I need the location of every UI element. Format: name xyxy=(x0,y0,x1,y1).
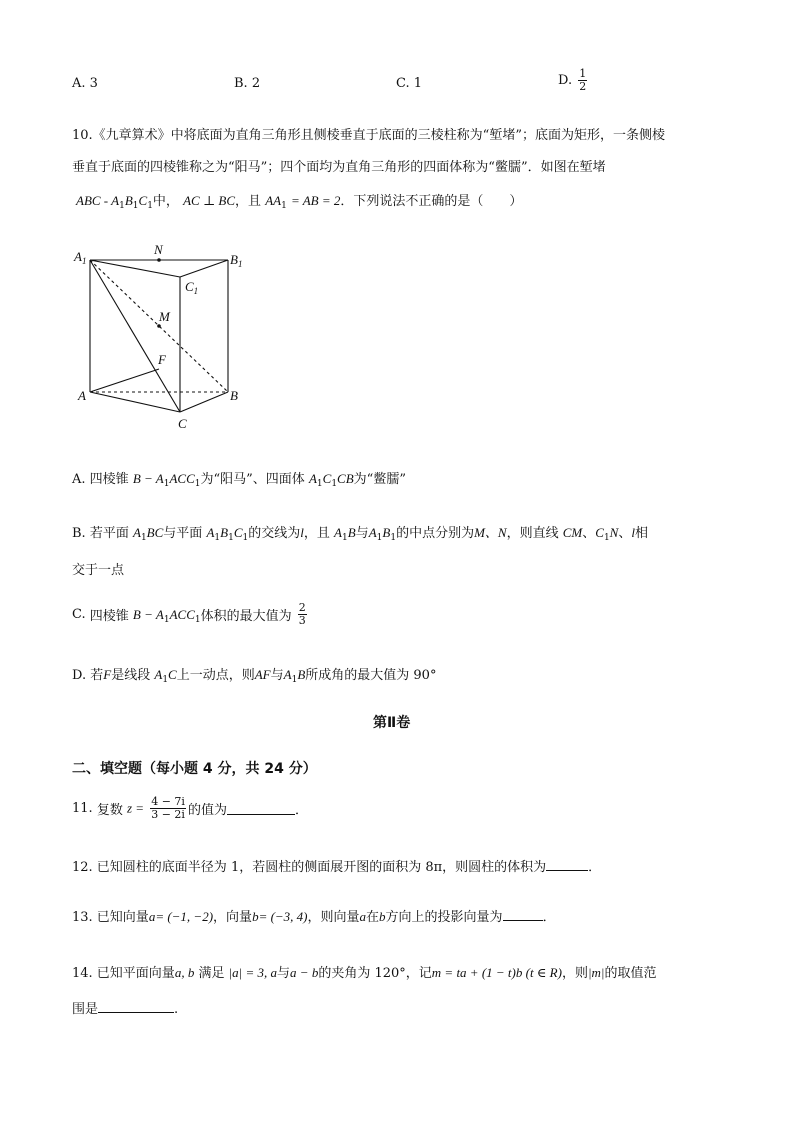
q9-option-a: A. 3 xyxy=(72,76,98,91)
q14: 14. 已知平面向量a, b 满足 |a| = 3, a与a − b的夹角为 120°，记m = ta + (1 − t)b (t ∈ R)，则|m|的取值范 xyxy=(72,965,657,981)
label-c1: $C_1$ xyxy=(185,279,199,296)
q14-answer-blank[interactable] xyxy=(98,1000,174,1013)
label-f: F xyxy=(158,352,166,367)
label-a1: $A_1$ xyxy=(74,249,87,266)
q10-option-d: D. 若F是线段 $A_1C$上一动点，则AF与$A_1B$所成角的最大值为 90° xyxy=(72,667,437,685)
label-n: N xyxy=(154,242,163,257)
label-b: B xyxy=(230,388,238,403)
edge-a-c xyxy=(90,392,180,412)
part-title: 第Ⅱ卷 xyxy=(373,715,411,731)
q9-option-d: D. $\frac{1}{2}$ xyxy=(558,67,587,93)
label-c: C xyxy=(178,416,187,431)
q13: 13. 已知向量a= (−1, −2)，向量b= (−3, 4)，则向量a在b方向上的投影向量为 ． xyxy=(72,909,556,925)
q13-answer-blank[interactable] xyxy=(503,908,543,921)
q10-option-b-line2: 交于一点 xyxy=(72,563,125,578)
q9-option-c: C. 1 xyxy=(396,76,423,91)
edge-a1-c1 xyxy=(90,260,180,277)
q10-stem-line1: 10.《九章算术》中将底面为直角三角形且侧棱垂直于底面的三棱柱称为“堑堵”；底面为矩形，一条侧棱 xyxy=(72,128,665,143)
label-a: A xyxy=(78,388,86,403)
q10-option-c: C. 四棱锥 $B - A_1ACC_1$体积的最大值为 $\frac{2}{3}$ xyxy=(72,601,306,627)
section-heading: 二、填空题（每小题 4 分，共 24 分） xyxy=(72,761,317,777)
q10-option-a: A. 四棱锥 $B - A_1ACC_1$为“阳马”、四面体 $A_1C_1CB$为“鳖臑” xyxy=(72,471,406,489)
q14-line2: 围是 . xyxy=(72,1002,179,1017)
segment-a1-c xyxy=(90,260,180,412)
q12-answer-blank[interactable] xyxy=(546,858,588,871)
q10-stem-line2: 垂直于底面的四棱锥称之为“阳马”；四个面均为直角三角形的四面体称为“鳖臑”．如图在堑堵 xyxy=(72,160,606,175)
edge-c1-b1 xyxy=(180,260,228,277)
label-m: M xyxy=(159,309,170,324)
q10-stem-line3: ABC - $A_1B_1C_1$中， AC ⊥ BC，且 $AA_1$ = AB = 2．下列说法不正确的是（ ） xyxy=(76,193,523,211)
label-b1: $B_1$ xyxy=(230,252,243,269)
edge-c-b xyxy=(180,392,228,412)
segment-a-f xyxy=(90,369,159,392)
q10-option-b: B. 若平面 $A_1BC$与平面 $A_1B_1C_1$的交线为l，且 $A_1B$与$A_1B_1$的中点分别为M、N，则直线 CM、$C_1N$、l相 xyxy=(72,525,648,543)
q12: 12. 已知圆柱的底面半径为 1，若圆柱的侧面展开图的面积为 8π，则圆柱的体积为 ． xyxy=(72,860,602,875)
prism-figure xyxy=(70,240,260,440)
q11-answer-blank[interactable] xyxy=(227,802,295,815)
point-n xyxy=(157,258,161,262)
q11: 11. 复数 z = $\frac{4 - 7i}{3 - 2i}$ 的值为 ． xyxy=(72,795,308,821)
q9-option-b: B. 2 xyxy=(234,76,261,91)
